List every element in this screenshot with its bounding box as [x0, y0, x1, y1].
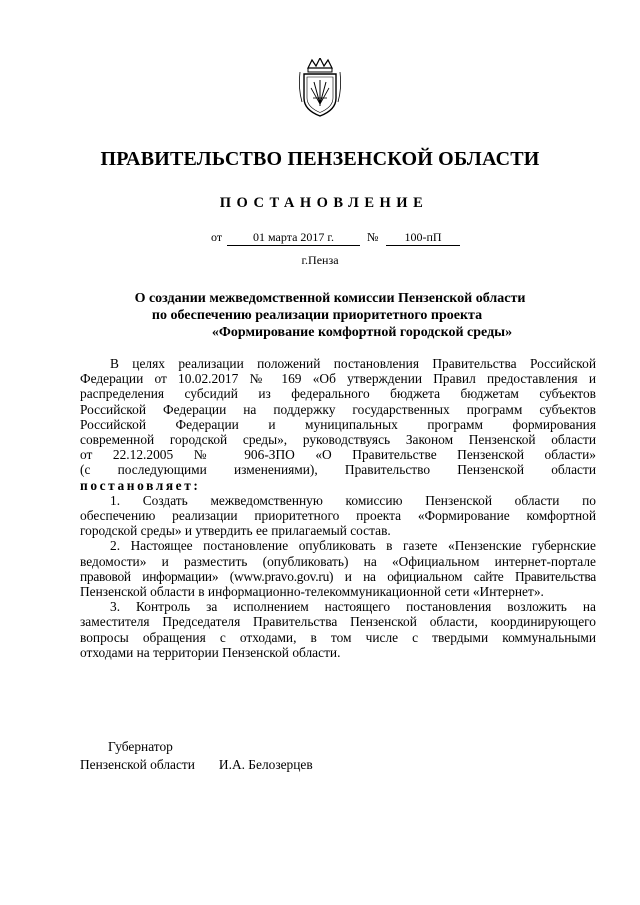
- clause-1: [80, 493, 596, 539]
- number-prefix: №: [367, 230, 379, 244]
- document-number: 100-пП: [386, 230, 460, 246]
- clause-line: вопросы обращения с отходами, в том числе с твердыми коммунальными: [80, 629, 596, 645]
- document-title: [80, 290, 580, 341]
- clause-line: 3. Контроль за исполнением настоящего постановления возложить на: [110, 599, 596, 615]
- clause-line: правовой информации» (www.pravo.gov.ru) и на официальном сайте Правительства: [80, 568, 596, 584]
- preamble-line: В целях реализации положений постановления Правительства Российской: [110, 356, 596, 371]
- organization-name: ПРАВИТЕЛЬСТВО ПЕНЗЕНСКОЙ ОБЛАСТИ: [100, 148, 540, 170]
- preamble-line: Федерации от 10.02.2017 № 169 «Об утверждении Правил предоставления и: [80, 371, 596, 387]
- clause-line: городской среды» и утвердить ее прилагаемый состав.: [80, 523, 391, 539]
- city: г.Пенза: [301, 253, 339, 267]
- penza-coat-of-arms-icon: [296, 58, 344, 118]
- resolves-word: постановляет:: [80, 477, 201, 493]
- clause-line: Пензенской области в информационно-телекоммуникационной сети «Интернет».: [80, 584, 544, 600]
- title-line: О создании межведомственной комиссии Пензенской области: [134, 291, 526, 306]
- signatory-position: Губернатор: [108, 739, 173, 754]
- preamble-line: Российской Федерации и муниципальных программ формирования: [80, 416, 596, 432]
- signatory-name: И.А. Белозерцев: [218, 757, 313, 772]
- document-body: [80, 356, 596, 660]
- document-date: 01 марта 2017 г.: [227, 230, 360, 246]
- title-line: по обеспечению реализации приоритетного проекта: [151, 308, 483, 323]
- clause-line: обеспечению реализации приоритетного проекта «Формирование комфортной: [80, 508, 596, 524]
- clause-2: [80, 538, 596, 599]
- clause-3: [80, 599, 596, 660]
- preamble-line: современной городской среды», руководствуясь Законом Пензенской области: [80, 432, 596, 448]
- signatory-region: Пензенской области: [80, 757, 195, 772]
- date-prefix: от: [211, 230, 223, 244]
- preamble-line: от 22.12.2005 № 906-ЗПО «О Правительстве Пензенской области»: [80, 447, 596, 463]
- document-type: ПОСТАНОВЛЕНИЕ: [219, 195, 429, 211]
- preamble-line: (с последующими изменениями), Правительство Пензенской области: [80, 462, 596, 478]
- signature-block: [80, 738, 313, 774]
- clause-line: ведомости» и разместить (опубликовать) на «Официальном интернет-портале: [80, 553, 596, 569]
- preamble-line: Российской Федерации на поддержку государственных программ субъектов: [80, 401, 596, 417]
- clause-line: отходами на территории Пензенской области.: [80, 644, 341, 660]
- preamble-line: распределения субсидий из федерального бюджета бюджетам субъектов: [80, 386, 596, 402]
- clause-line: заместителя Председателя Правительства Пензенской области, координирующего: [80, 614, 596, 630]
- title-line: «Формирование комфортной городской среды»: [211, 325, 513, 340]
- clause-line: 1. Создать межведомственную комиссию Пензенской области по: [110, 492, 596, 508]
- preamble: [80, 356, 596, 493]
- clause-line: 2. Настоящее постановление опубликовать в газете «Пензенские губернские: [110, 538, 596, 554]
